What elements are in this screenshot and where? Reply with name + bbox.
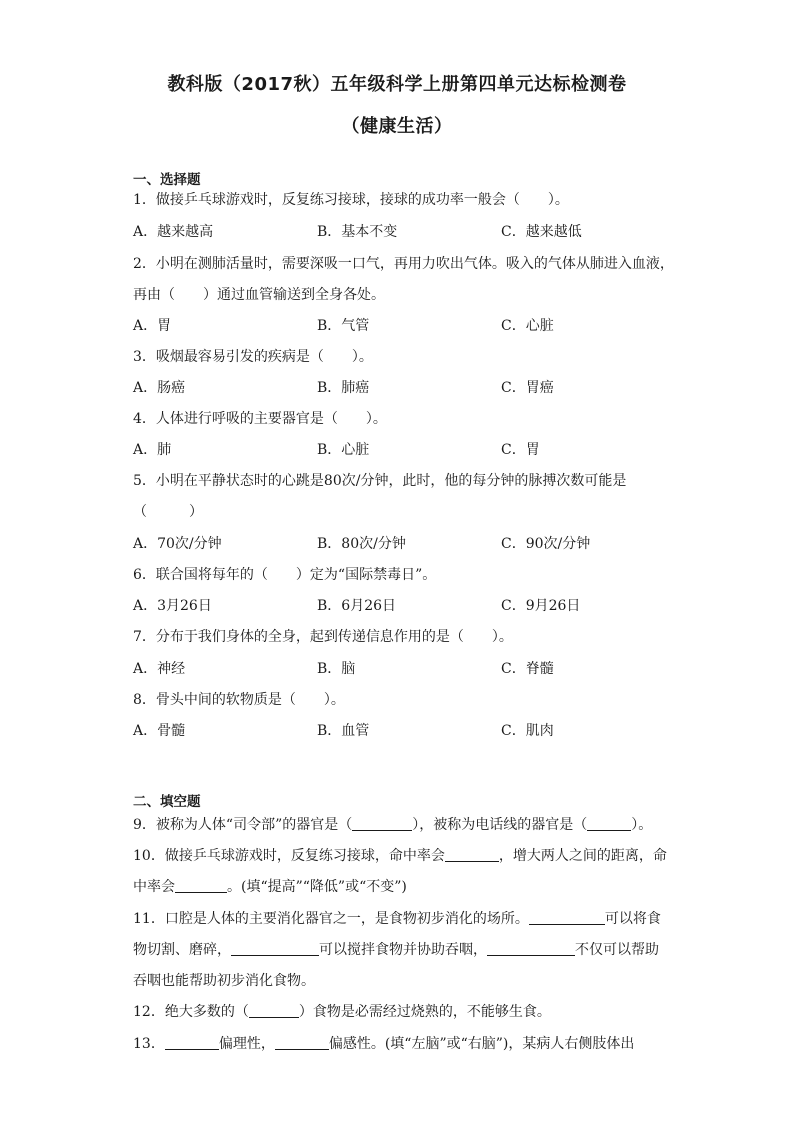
question-7-options [133, 659, 663, 679]
option-c: C．胃 [501, 442, 540, 458]
question-10-line-1 [133, 846, 667, 866]
q11-text-a: 11．口腔是人体的主要消化器官之一，是食物初步消化的场所。 [133, 911, 529, 927]
question-8-options [133, 721, 663, 741]
q11-text-d: 可以搅拌食物并协助吞咽， [319, 942, 487, 958]
option-a: A．胃 [133, 318, 172, 334]
q10-text-c: 中率会 [133, 879, 175, 895]
answer-blank[interactable] [175, 878, 227, 893]
question-13 [133, 1034, 663, 1054]
option-b: B．基本不变 [317, 224, 398, 240]
option-a: A．70次/分钟 [133, 536, 222, 552]
question-6-options [133, 596, 663, 616]
question-3: 3．吸烟最容易引发的疾病是（ ）。 [133, 349, 373, 365]
q9-text-b: ），被称为电话线的器官是（ [412, 817, 588, 833]
page-subtitle: （健康生活） [341, 116, 453, 137]
q10-text-b: ，增大两人之间的距离，命 [498, 848, 667, 864]
answer-blank[interactable] [165, 1035, 219, 1050]
option-a: A．越来越高 [133, 224, 214, 240]
question-9 [133, 815, 663, 835]
answer-blank[interactable] [231, 941, 319, 956]
question-11-line-2 [133, 940, 663, 960]
option-c: C．9月26日 [501, 598, 581, 614]
option-a: A．3月26日 [133, 598, 212, 614]
option-b: B．血管 [317, 723, 370, 739]
question-7: 7．分布于我们身体的全身，起到传递信息作用的是（ ）。 [133, 629, 513, 645]
option-c: C．胃癌 [501, 380, 554, 396]
question-2-line-1: 2．小明在测肺活量时，需要深吸一口气，再用力吹出气体。吸入的气体从肺进入血液， [133, 256, 674, 272]
q9-text-a: 9．被称为人体“司令部”的器官是（ [133, 817, 353, 833]
question-4-options [133, 440, 663, 460]
q11-text-c: 物切割、磨碎， [133, 942, 231, 958]
option-b: B．心脏 [317, 442, 370, 458]
q10-text-a: 10．做接乒乓球游戏时，反复练习接球，命中率会 [133, 848, 445, 864]
question-11-line-3: 吞咽也能帮助初步消化食物。 [133, 973, 315, 989]
answer-blank[interactable] [587, 816, 631, 831]
section-heading-choice: 一、选择题 [133, 172, 201, 188]
page-title: 教科版（2017秋）五年级科学上册第四单元达标检测卷 [167, 74, 627, 95]
q11-text-e: 不仅可以帮助 [575, 942, 659, 958]
option-a: A．肺 [133, 442, 172, 458]
q12-text-a: 12．绝大多数的（ [133, 1004, 249, 1020]
option-a: A．肠癌 [133, 380, 186, 396]
option-a: A．神经 [133, 661, 186, 677]
question-5-line-2: （ ） [133, 504, 203, 520]
option-b: B．气管 [317, 318, 370, 334]
question-11-line-1 [133, 909, 663, 929]
option-c: C．90次/分钟 [501, 536, 591, 552]
answer-blank[interactable] [352, 816, 412, 831]
answer-blank[interactable] [275, 1035, 329, 1050]
answer-blank[interactable] [529, 910, 605, 925]
q11-text-b: 可以将食 [604, 911, 661, 927]
question-1-options [133, 222, 663, 242]
question-2-options [133, 316, 663, 336]
q9-text-c: ）。 [631, 817, 653, 833]
question-12 [133, 1002, 663, 1022]
option-a: A．骨髓 [133, 723, 186, 739]
question-10-line-2 [133, 877, 663, 897]
question-1: 1．做接乒乓球游戏时，反复练习接球，接球的成功率一般会（ ）。 [133, 192, 569, 208]
option-c: C．越来越低 [501, 224, 582, 240]
option-b: B．80次/分钟 [317, 536, 406, 552]
q13-text-c: 偏感性。(填“左脑”或“右脑”)，某病人右侧肢体出 [328, 1036, 635, 1052]
q10-text-d: 。(填“提高”“降低”或“不变”) [227, 879, 407, 895]
answer-blank[interactable] [487, 941, 575, 956]
option-c: C．肌肉 [501, 723, 554, 739]
question-4: 4．人体进行呼吸的主要器官是（ ）。 [133, 411, 387, 427]
q12-text-b: ）食物是必需经过烧熟的，不能够生食。 [298, 1004, 551, 1020]
q13-text-a: 13． [133, 1036, 165, 1052]
q13-text-b: 偏理性， [218, 1036, 275, 1052]
question-6: 6．联合国将每年的（ ）定为“国际禁毒日”。 [133, 567, 437, 583]
question-2-line-2: 再由（ ）通过血管输送到全身各处。 [133, 287, 385, 303]
question-8: 8．骨头中间的软物质是（ ）。 [133, 692, 345, 708]
question-3-options [133, 378, 663, 398]
answer-blank[interactable] [445, 847, 499, 862]
question-5-line-1: 5．小明在平静状态时的心跳是80次/分钟，此时，他的每分钟的脉搏次数可能是 [133, 473, 627, 489]
section-heading-fill-blank: 二、填空题 [133, 794, 201, 810]
option-b: B．6月26日 [317, 598, 397, 614]
answer-blank[interactable] [249, 1003, 299, 1018]
question-5-options [133, 534, 663, 554]
option-b: B．脑 [317, 661, 356, 677]
option-c: C．脊髓 [501, 661, 554, 677]
option-c: C．心脏 [501, 318, 554, 334]
option-b: B．肺癌 [317, 380, 370, 396]
